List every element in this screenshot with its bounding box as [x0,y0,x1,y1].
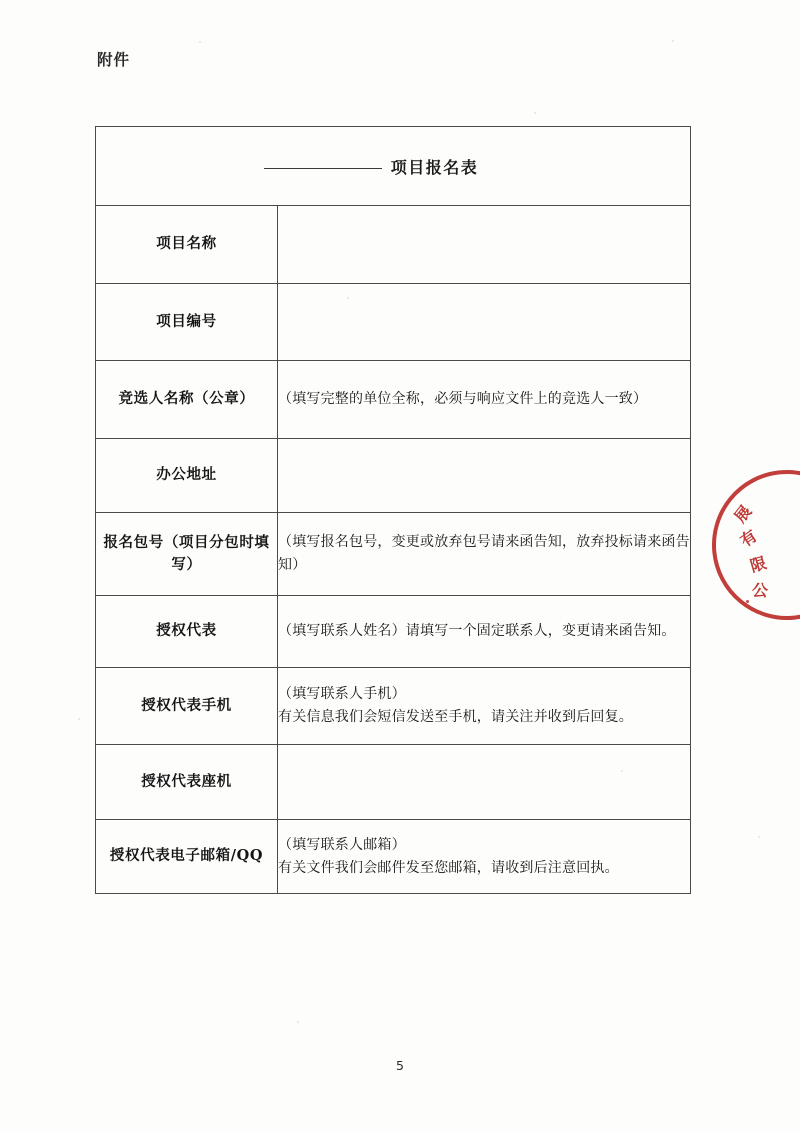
row-value-authorized-rep-mobile[interactable] [278,668,691,745]
seal-center-dot [746,600,749,603]
attachment-label: 附件 [97,50,131,69]
table-row [96,361,691,439]
table-row [96,820,691,894]
row-label-authorized-rep-landline: 授权代表座机 [96,745,278,820]
table-row [96,745,691,820]
row-label-authorized-rep-email: 授权代表电子邮箱/QQ [96,820,278,894]
scan-artifact [672,40,674,42]
row-label-authorized-rep-mobile: 授权代表手机 [96,668,278,745]
table-row [96,206,691,284]
seal-character: 限 [747,553,769,576]
form-title-text: 项目报名表 [390,157,479,177]
scan-artifact [78,718,80,720]
table-row [96,596,691,668]
company-seal-text [726,498,800,608]
row-value-project-name[interactable] [278,206,691,284]
seal-character: 公 [751,580,769,601]
hint-text: （填写联系人邮箱） [278,836,406,853]
table-title-row [96,127,691,206]
row-label-project-name: 项目名称 [96,206,278,284]
scan-artifact [758,836,760,838]
table-row [96,513,691,596]
row-label-office-address: 办公地址 [96,439,278,513]
scan-artifact [199,41,201,43]
form-title-cell [96,127,691,206]
seal-character: 有 [736,525,761,551]
row-label-package-number: 报名包号（项目分包时填写） [96,513,278,596]
row-value-authorized-rep-email[interactable] [278,820,691,894]
table-row [96,439,691,513]
hint-text: （填写联系人手机） [278,686,406,703]
hint-text-secondary: 有关信息我们会短信发送至手机，请关注并收到后回复。 [278,709,633,725]
row-value-candidate-name[interactable] [278,361,691,439]
row-label-authorized-rep: 授权代表 [96,596,278,668]
row-value-office-address[interactable] [278,439,691,513]
scan-artifact [534,112,536,114]
table-row [96,668,691,745]
row-value-package-number[interactable] [278,513,691,596]
row-value-project-number[interactable] [278,284,691,361]
page-number: 5 [396,1058,404,1073]
table-row [96,284,691,361]
hint-text: （填写联系人姓名）请填写一个固定联系人，变更请来函告知。 [278,623,676,640]
row-label-project-number: 项目编号 [96,284,278,361]
hint-text-secondary: 有关文件我们会邮件发至您邮箱，请收到后注意回执。 [278,859,619,876]
hint-text: （填写报名包号，变更或放弃包号请来函告知，放弃投标请来函告知） [278,534,690,573]
row-value-authorized-rep[interactable] [278,596,691,668]
row-label-candidate-name: 竞选人名称（公章） [96,361,278,439]
registration-form-table [95,126,691,894]
seal-character: 展 [730,501,756,527]
scan-artifact [297,1021,299,1023]
hint-text: （填写完整的单位全称，必须与响应文件上的竞选人一致） [278,391,648,408]
row-value-authorized-rep-landline[interactable] [278,745,691,820]
title-blank-underline[interactable] [264,168,382,169]
